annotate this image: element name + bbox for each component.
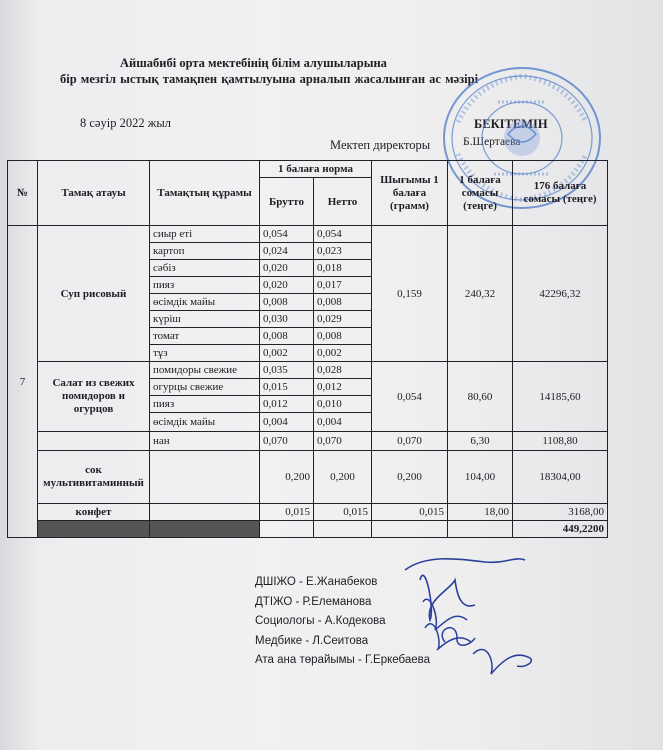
gross-cell: 0,015	[260, 379, 314, 396]
gross-cell: 0,020	[260, 277, 314, 294]
dish-name-cell: сок мультивитаминный	[38, 451, 150, 504]
director-label: Мектеп директоры	[330, 138, 431, 152]
director-name: Б.Шертаева	[463, 136, 521, 148]
consumption-cell: 0,070	[372, 432, 448, 451]
day-number-cell: 7	[8, 226, 38, 538]
net-cell: 0,018	[314, 260, 372, 277]
ingredient-cell: пияз	[150, 277, 260, 294]
net-cell: 0,200	[314, 451, 372, 504]
cost-total-cell: 14185,60	[513, 362, 608, 432]
column-header-net: Нетто	[314, 178, 372, 226]
net-cell: 0,070	[314, 432, 372, 451]
net-cell: 0,008	[314, 294, 372, 311]
gross-cell: 0,012	[260, 396, 314, 413]
gross-cell: 0,070	[260, 432, 314, 451]
net-cell: 0,015	[314, 504, 372, 521]
total-row-filler	[150, 521, 260, 538]
ingredient-cell: пияз	[150, 396, 260, 413]
column-header-consumption: Шығымы 1 балаға (грамм)	[372, 161, 448, 226]
ingredient-cell: өсімдік майы	[150, 413, 260, 432]
signatory-line: Медбике - Л.Сеитова	[255, 634, 369, 647]
net-cell: 0,010	[314, 396, 372, 413]
approval-label: БЕКІТЕМІН	[474, 117, 548, 131]
ingredient-cell: помидоры свежие	[150, 362, 260, 379]
signatory-line: ДТІЖО - Р.Елеманова	[255, 595, 372, 608]
document-date: 8 сәуір 2022 жыл	[80, 116, 171, 130]
gross-cell: 0,008	[260, 328, 314, 345]
menu-table	[7, 160, 608, 538]
cost-one-cell: 6,30	[448, 432, 513, 451]
column-header-dish: Тамақ атауы	[38, 161, 150, 226]
cost-total-cell: 18304,00	[513, 451, 608, 504]
net-cell: 0,029	[314, 311, 372, 328]
column-header-norm: 1 балаға норма	[260, 161, 372, 178]
consumption-cell: 0,200	[372, 451, 448, 504]
gross-cell: 0,030	[260, 311, 314, 328]
column-header-gross: Брутто	[260, 178, 314, 226]
gross-cell: 0,200	[260, 451, 314, 504]
gross-cell: 0,054	[260, 226, 314, 243]
cost-one-cell: 18,00	[448, 504, 513, 521]
gross-cell: 0,035	[260, 362, 314, 379]
ingredient-cell: өсімдік майы	[150, 294, 260, 311]
net-cell: 0,023	[314, 243, 372, 260]
cost-one-cell: 80,60	[448, 362, 513, 432]
consumption-cell: 0,054	[372, 362, 448, 432]
total-row-filler	[38, 521, 150, 538]
total-row-filler	[372, 521, 448, 538]
ingredient-cell: томат	[150, 328, 260, 345]
consumption-cell: 0,159	[372, 226, 448, 362]
ingredient-cell: сәбіз	[150, 260, 260, 277]
ingredient-cell: огурцы свежие	[150, 379, 260, 396]
gross-cell: 0,008	[260, 294, 314, 311]
gross-cell: 0,002	[260, 345, 314, 362]
consumption-cell: 0,015	[372, 504, 448, 521]
ingredient-cell: сиыр еті	[150, 226, 260, 243]
column-header-cost-one: 1 балаға сомасы (теңге)	[448, 161, 513, 226]
document-title-line2: бір мезгіл ыстық тамақпен қамтылуына арналып жасалынған ас мәзірі	[60, 72, 479, 86]
net-cell: 0,004	[314, 413, 372, 432]
ingredient-cell	[150, 504, 260, 521]
total-cost-one: 449,2200	[513, 521, 608, 538]
column-header-cost-total: 176 балаға сомасы (теңге)	[513, 161, 608, 226]
ingredient-cell: күріш	[150, 311, 260, 328]
cost-total-cell: 42296,32	[513, 226, 608, 362]
cost-one-cell: 240,32	[448, 226, 513, 362]
net-cell: 0,012	[314, 379, 372, 396]
gross-cell: 0,024	[260, 243, 314, 260]
net-cell: 0,017	[314, 277, 372, 294]
signatory-line: ДШІЖО - Е.Жанабеков	[255, 576, 378, 588]
cost-one-cell: 104,00	[448, 451, 513, 504]
ingredient-cell: нан	[150, 432, 260, 451]
net-cell: 0,002	[314, 345, 372, 362]
total-row-filler	[448, 521, 513, 538]
column-header-ingredients: Тамақтың құрамы	[150, 161, 260, 226]
net-cell: 0,054	[314, 226, 372, 243]
total-row-filler	[314, 521, 372, 538]
gross-cell: 0,004	[260, 413, 314, 432]
total-row-filler	[260, 521, 314, 538]
gross-cell: 0,020	[260, 260, 314, 277]
gross-cell: 0,015	[260, 504, 314, 521]
dish-name-cell	[38, 432, 150, 451]
signatory-line: Социологы - А.Кодекова	[255, 615, 386, 627]
dish-name-cell: конфет	[38, 504, 150, 521]
signatories-block	[255, 573, 430, 671]
cost-total-cell: 3168,00	[513, 504, 608, 521]
dish-name-cell: Салат из свежих помидоров и огурцов	[38, 362, 150, 432]
document-title-line1: Айшабибі орта мектебінің білім алушыларына	[120, 56, 387, 70]
net-cell: 0,028	[314, 362, 372, 379]
ingredient-cell	[150, 451, 260, 504]
column-header-number: №	[8, 161, 38, 226]
signatory-line: Ата ана төрайымы - Г.Еркебаева	[255, 654, 431, 666]
cost-total-cell: 1108,80	[513, 432, 608, 451]
net-cell: 0,008	[314, 328, 372, 345]
dish-name-cell: Суп рисовый	[38, 226, 150, 362]
ingredient-cell: картоп	[150, 243, 260, 260]
ingredient-cell: тұз	[150, 345, 260, 362]
